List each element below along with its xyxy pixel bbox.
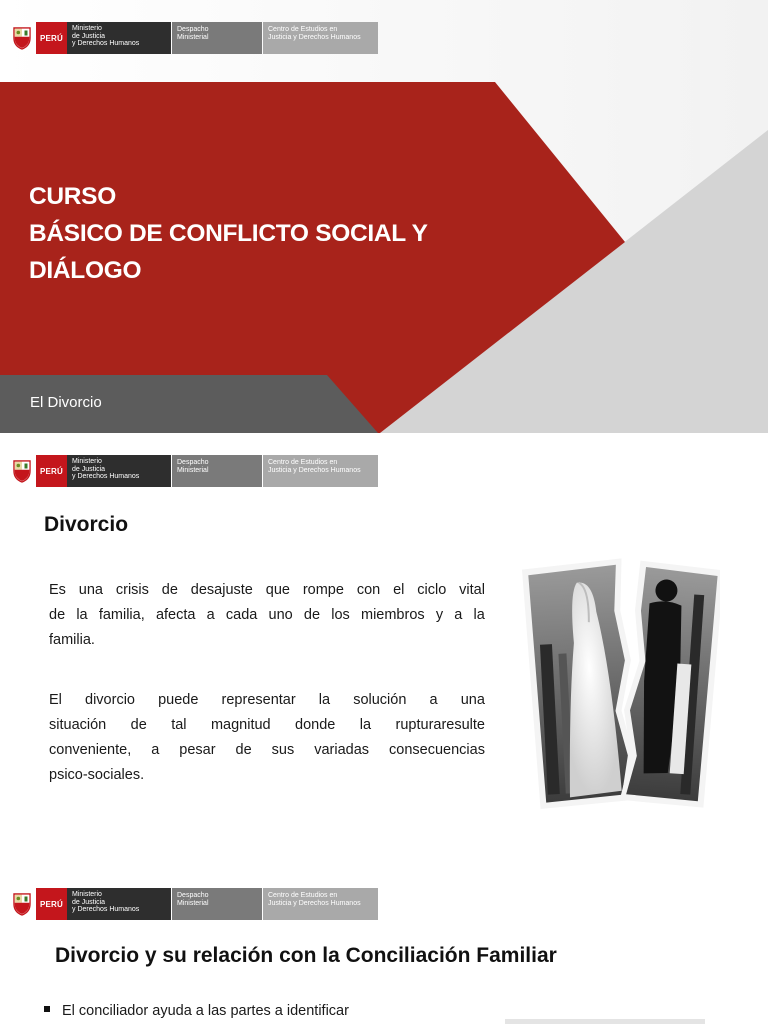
center-name: Centro de Estudios en Justicia y Derechos Humanos (263, 22, 378, 54)
peru-label: PERÚ (36, 888, 67, 920)
word: divorcio (85, 692, 135, 708)
peru-coat-of-arms-icon (8, 888, 36, 920)
word: los (331, 607, 350, 623)
center-name: Centro de Estudios en Justicia y Derechos Humanos (263, 888, 378, 920)
definition-paragraph (49, 578, 485, 653)
word: consecuencias (389, 742, 485, 758)
word: a (206, 607, 215, 623)
word: de (235, 742, 252, 758)
word: a (151, 742, 160, 758)
peru-coat-of-arms-icon (8, 22, 36, 54)
word: a (429, 692, 438, 708)
word: ciclo (417, 582, 447, 598)
word: El (49, 692, 62, 708)
slide-conciliacion (0, 866, 768, 1024)
word: miembros (360, 607, 425, 623)
bullet-marker (44, 1006, 50, 1012)
word: pesar (179, 742, 216, 758)
solution-paragraph (49, 688, 485, 788)
word: de (161, 582, 178, 598)
slide-divorcio (0, 433, 768, 866)
slide-title (0, 0, 768, 433)
word: psico-sociales. (49, 767, 145, 783)
slide-heading: Divorcio y su relación con la Conciliación Familiar (55, 944, 557, 967)
word: cada (225, 607, 258, 623)
bullet-text: El conciliador ayuda a las partes a identificar (62, 1003, 349, 1019)
word: una (460, 692, 485, 708)
header-logo-bar (8, 22, 378, 54)
word: de (49, 607, 66, 623)
word: vital (459, 582, 485, 598)
course-subtitle: El Divorcio (30, 394, 102, 411)
word: representar (221, 692, 296, 708)
paragraph-line (49, 713, 485, 738)
word: magnitud (210, 717, 271, 733)
word: familia, (98, 607, 145, 623)
paragraph-line (49, 688, 485, 713)
word: la (473, 607, 485, 623)
ministry-name: Ministerio de Justicia y Derechos Humanos (67, 22, 171, 54)
word: donde (295, 717, 336, 733)
peru-label: PERÚ (36, 22, 67, 54)
word: variadas (314, 742, 370, 758)
word: que (265, 582, 290, 598)
ministry-name: Ministerio de Justicia y Derechos Humanos (67, 888, 171, 920)
center-name: Centro de Estudios en Justicia y Derechos Humanos (263, 455, 378, 487)
header-logo-bar (8, 455, 378, 487)
slide-heading: Divorcio (44, 513, 129, 536)
word: de (303, 607, 321, 623)
word: uno (268, 607, 293, 623)
word: a (454, 607, 463, 623)
word: Es (49, 582, 66, 598)
word: situación (49, 717, 107, 733)
word: afecta (155, 607, 196, 623)
word: desajuste (190, 582, 253, 598)
peru-label: PERÚ (36, 455, 67, 487)
paragraph-line (49, 628, 485, 653)
word: la (359, 717, 372, 733)
office-name: Despacho Ministerial (172, 22, 262, 54)
word: crisis (115, 582, 149, 598)
partial-image-edge (505, 1019, 705, 1024)
word: rompe (302, 582, 344, 598)
paragraph-line (49, 738, 485, 763)
torn-wedding-photo (520, 553, 720, 813)
word: con (356, 582, 381, 598)
paragraph-line (49, 578, 485, 603)
word: rupturaresulte (395, 717, 485, 733)
word: puede (158, 692, 199, 708)
bullet-item (44, 1003, 349, 1019)
word: la (318, 692, 331, 708)
paragraph-line (49, 603, 485, 628)
word: familia. (49, 632, 95, 648)
word: tal (171, 717, 187, 733)
word: conveniente, (49, 742, 132, 758)
word: el (393, 582, 405, 598)
header-logo-bar (8, 888, 378, 920)
word: y (435, 607, 444, 623)
word: de (130, 717, 147, 733)
course-title: CURSO BÁSICO DE CONFLICTO SOCIAL Y DIÁLOGO (29, 183, 428, 284)
word: la (76, 607, 88, 623)
office-name: Despacho Ministerial (172, 455, 262, 487)
peru-coat-of-arms-icon (8, 455, 36, 487)
word: una (78, 582, 103, 598)
paragraph-line (49, 763, 485, 788)
office-name: Despacho Ministerial (172, 888, 262, 920)
word: sus (271, 742, 295, 758)
word: solución (353, 692, 407, 708)
ministry-name: Ministerio de Justicia y Derechos Humanos (67, 455, 171, 487)
